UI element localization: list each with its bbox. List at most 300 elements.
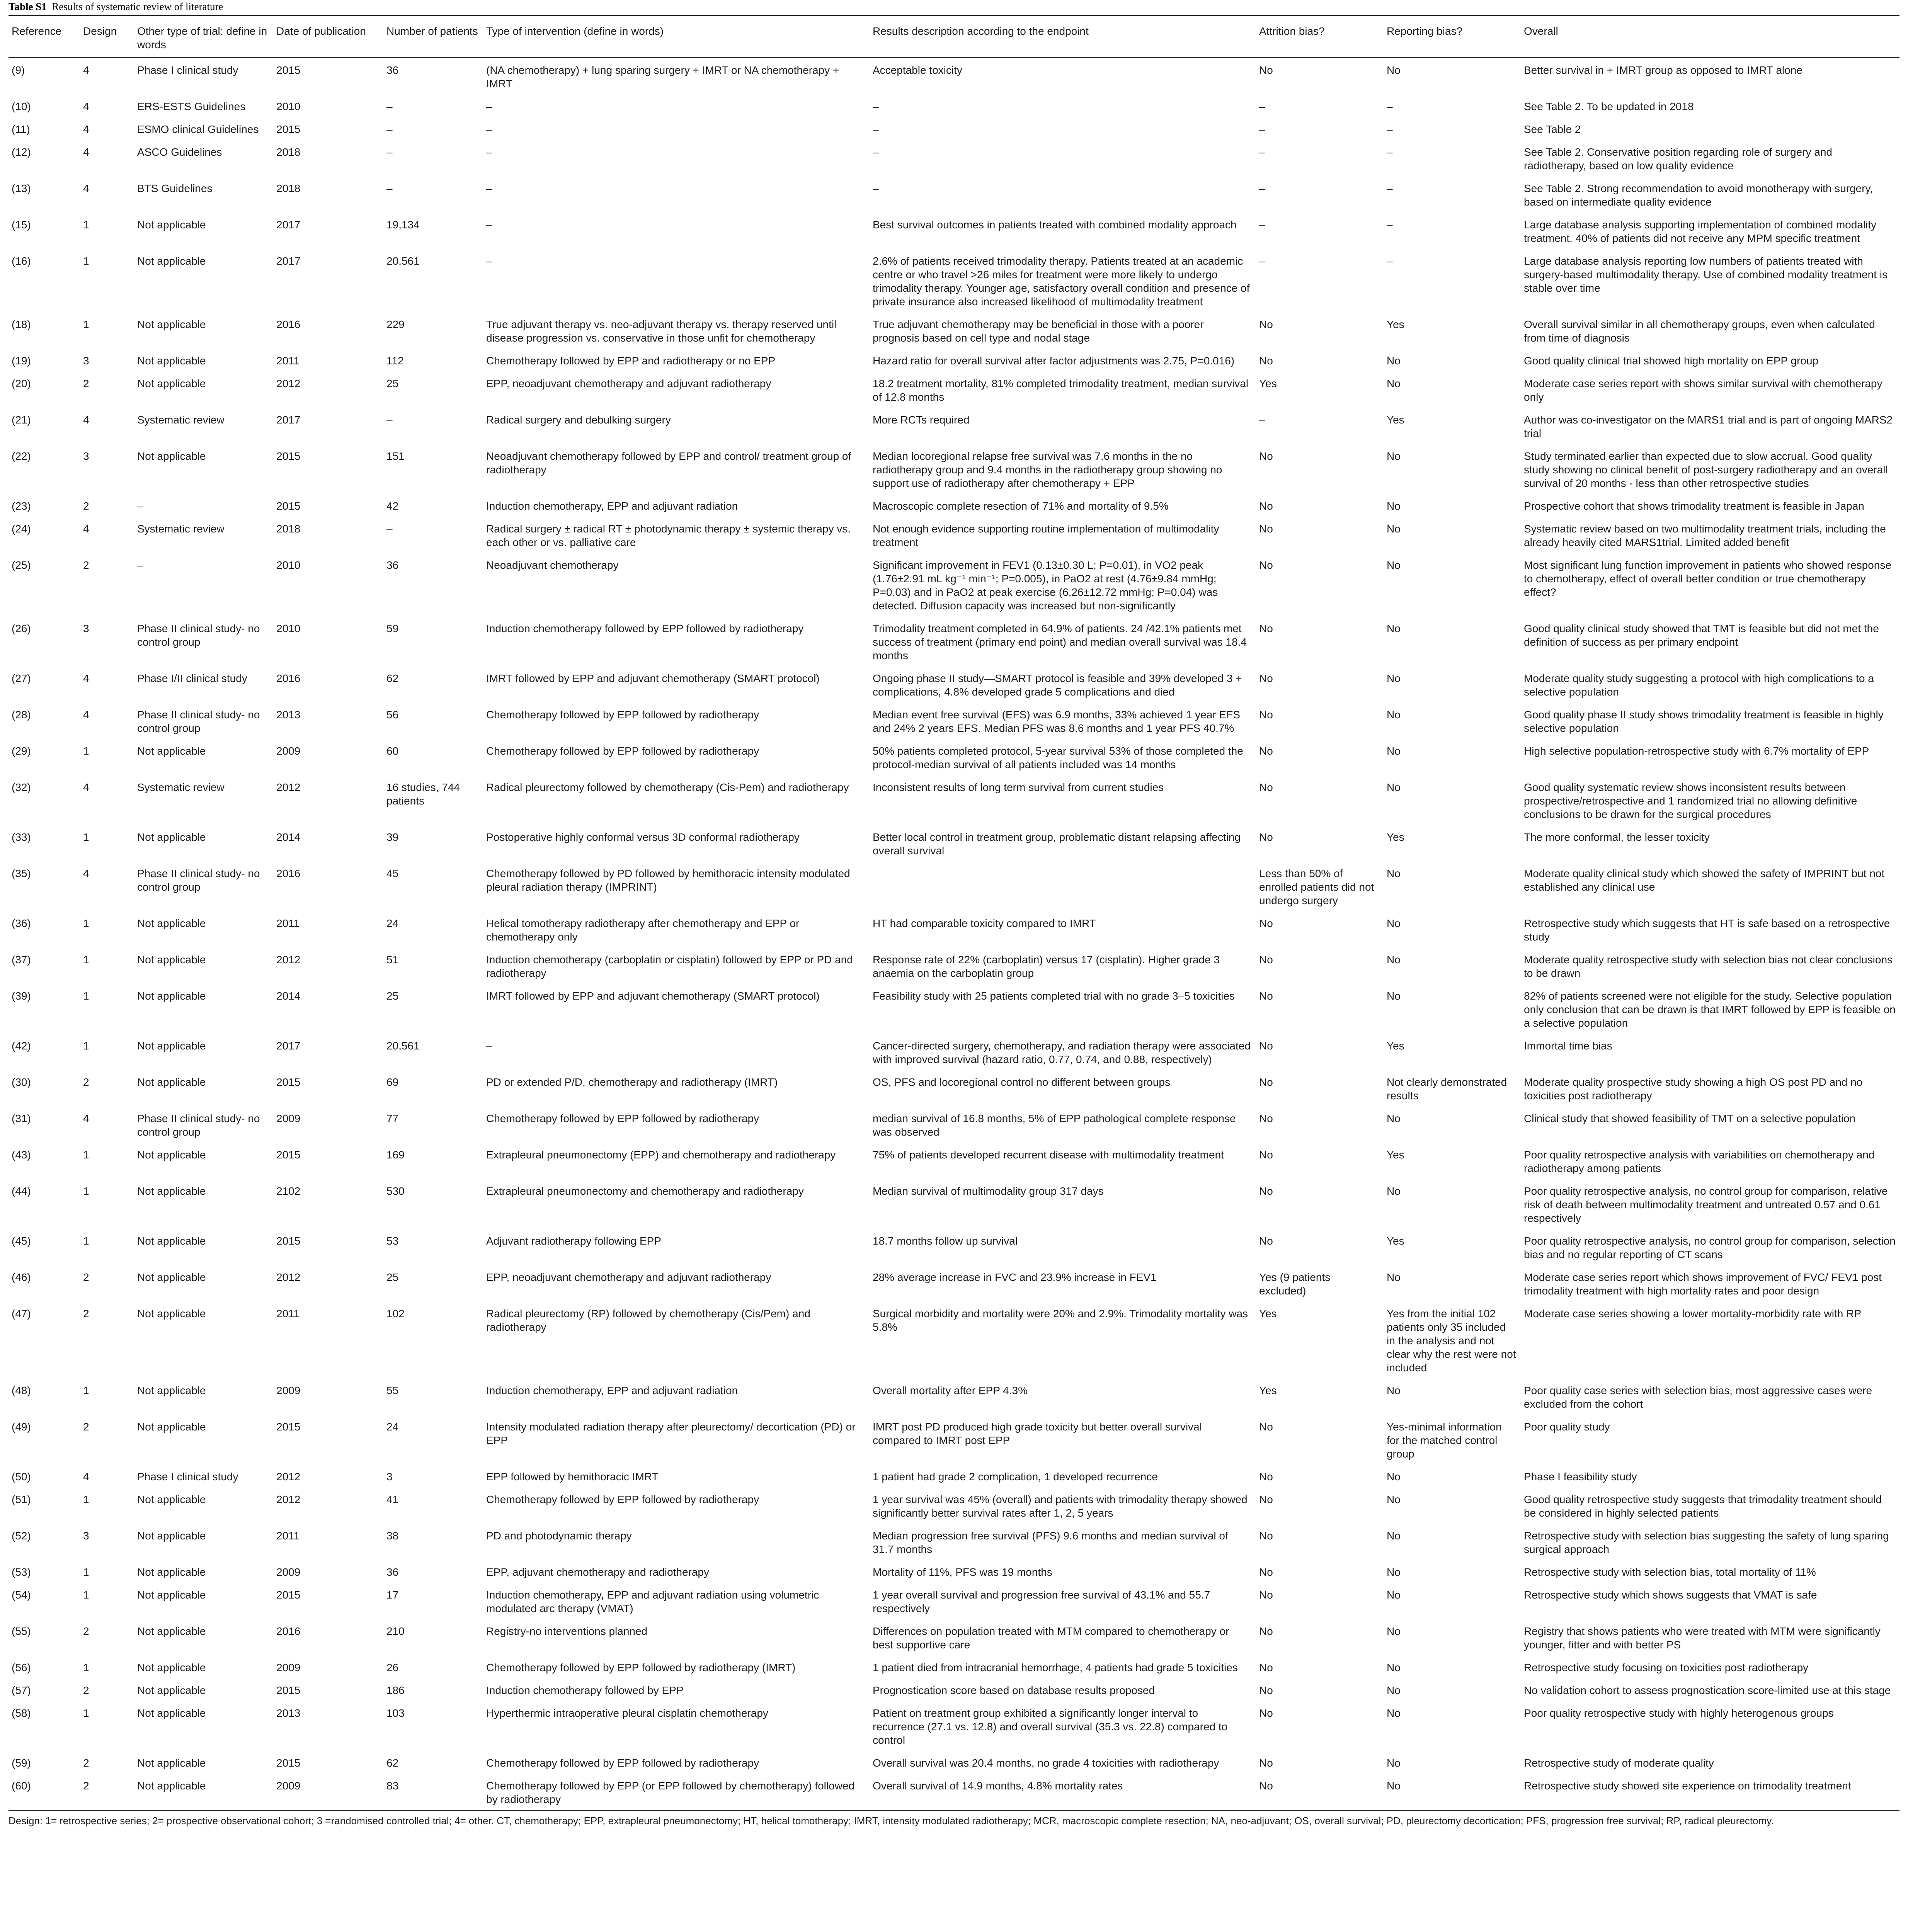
cell-patients: 530	[386, 1185, 405, 1197]
cell-reference: (52)	[12, 1530, 31, 1542]
cell-attrition-bias: No	[1259, 917, 1273, 929]
table-row	[9, 176, 1899, 213]
cell-intervention: –	[486, 146, 492, 158]
cell-intervention: Extrapleural pneumonectomy and chemotherapy and radiotherapy	[486, 1185, 804, 1197]
cell-intervention: –	[486, 219, 492, 231]
table-caption	[9, 0, 1899, 15]
cell-trial-type: Not applicable	[137, 318, 206, 330]
cell-intervention: EPP, adjuvant chemotherapy and radiotherapy	[486, 1566, 709, 1578]
cell-date: 2015	[276, 1149, 301, 1161]
cell-reference: (39)	[12, 990, 31, 1002]
cell-intervention: Induction chemotherapy, EPP and adjuvant radiation	[486, 500, 738, 512]
cell-design: 4	[83, 123, 89, 135]
cell-intervention: Induction chemotherapy, EPP and adjuvant radiation	[486, 1384, 738, 1396]
cell-trial-type: Not applicable	[137, 1185, 206, 1197]
table-caption-label: Table S1	[9, 1, 47, 12]
cell-intervention: Chemotherapy followed by EPP followed by radiotherapy	[486, 709, 759, 721]
cell-intervention: –	[486, 255, 492, 267]
cell-reporting-bias: No	[1387, 1271, 1401, 1283]
cell-results: 1 year survival was 45% (overall) and patients with trimodality therapy showed significantly better survival rates after 1, 2, 5 years	[873, 1493, 1248, 1519]
cell-patients: 25	[386, 1271, 399, 1283]
cell-design: 3	[83, 450, 89, 462]
cell-overall: Moderate quality study suggesting a protocol with high complications to a selective population	[1524, 672, 1874, 698]
cell-results: Best survival outcomes in patients treated with combined modality approach	[873, 219, 1237, 231]
table-row	[9, 553, 1899, 616]
cell-attrition-bias: –	[1259, 182, 1265, 194]
cell-results: Surgical morbidity and mortality were 20% and 2.9%. Trimodality mortality was 5.8%	[873, 1308, 1248, 1333]
table-row	[9, 117, 1899, 140]
cell-intervention: Induction chemotherapy (carboplatin or cisplatin) followed by EPP or PD and radiotherapy	[486, 954, 853, 979]
cell-intervention: Neoadjuvant chemotherapy	[486, 559, 619, 571]
cell-attrition-bias: No	[1256, 1774, 1384, 1811]
cell-design: 1	[83, 1493, 89, 1505]
cell-reporting-bias: Yes from the initial 102 patients only 35 included in the analysis and not clear why the rest were not included	[1387, 1308, 1516, 1374]
cell-reference: (13)	[12, 182, 31, 194]
cell-reference: (49)	[12, 1421, 31, 1433]
cell-reference: (51)	[12, 1493, 31, 1505]
cell-attrition-bias: –	[1259, 146, 1265, 158]
cell-date: 2015	[276, 123, 301, 135]
cell-date: 2010	[276, 100, 301, 112]
cell-reference: (57)	[12, 1684, 31, 1696]
cell-trial-type: Not applicable	[137, 1149, 206, 1161]
cell-date: 2012	[276, 1493, 301, 1505]
table-row	[9, 1179, 1899, 1229]
cell-patients: 55	[386, 1384, 399, 1396]
cell-attrition-bias: No	[1259, 1684, 1273, 1696]
cell-date: 2015	[276, 64, 301, 76]
table-row	[9, 249, 1899, 312]
cell-reporting-bias: No	[1387, 378, 1401, 389]
cell-overall: Moderate quality clinical study which showed the safety of IMPRINT but not established any clinical use	[1524, 867, 1885, 893]
cell-intervention: EPP, neoadjuvant chemotherapy and adjuvant radiotherapy	[486, 1271, 771, 1283]
cell-reference: (54)	[12, 1589, 31, 1601]
cell-reporting-bias: No	[1387, 1185, 1401, 1197]
cell-attrition-bias: No	[1259, 745, 1273, 757]
table-row	[9, 666, 1899, 702]
cell-results: Overall mortality after EPP 4.3%	[873, 1384, 1028, 1396]
cell-trial-type: Phase I/II clinical study	[137, 672, 247, 684]
cell-results: Ongoing phase II study—SMART protocol is feasible and 39% developed 3 + complications, 4.8% developed grade 5 complications and died	[873, 672, 1242, 698]
cell-design: 2	[80, 1774, 134, 1811]
cell-overall: Study terminated earlier than expected due to slow accrual. Good quality study showing no clinical benefit of post-surgery radiotherapy and an overall survival of 20 months - less than other retrospective studies	[1524, 450, 1888, 489]
cell-design: 1	[83, 1185, 89, 1197]
cell-reference: (58)	[12, 1707, 31, 1719]
table-body	[9, 58, 1899, 1811]
cell-date: 2015	[276, 1421, 301, 1433]
cell-reporting-bias: No	[1387, 622, 1401, 634]
cell-overall: Retrospective study showed site experience on trimodality treatment	[1521, 1774, 1899, 1811]
cell-attrition-bias: Yes	[1259, 1384, 1277, 1396]
cell-intervention: Radical surgery ± radical RT ± photodynamic therapy ± systemic therapy vs. each other or vs. palliative care	[486, 523, 851, 548]
cell-date: 2015	[276, 1235, 301, 1247]
cell-reference: (22)	[12, 450, 31, 462]
cell-trial-type: Not applicable	[137, 1707, 206, 1719]
cell-intervention: Chemotherapy followed by EPP followed by radiotherapy	[486, 1757, 759, 1769]
table-row	[9, 408, 1899, 444]
cell-reporting-bias: No	[1387, 1757, 1401, 1769]
cell-trial-type: Not applicable	[137, 1625, 206, 1637]
cell-attrition-bias: No	[1259, 1076, 1273, 1088]
cell-results: Mortality of 11%, PFS was 19 months	[873, 1566, 1052, 1578]
cell-date: 2018	[276, 182, 301, 194]
cell-trial-type: Not applicable	[137, 355, 206, 367]
table-row	[9, 702, 1899, 739]
table-row	[9, 312, 1899, 349]
cell-overall: Systematic review based on two multimodality treatment trials, including the already heavily cited MARS1trial. Limited added benefit	[1524, 523, 1886, 548]
cell-reference: (36)	[12, 917, 31, 929]
cell-intervention: Chemotherapy followed by EPP followed by radiotherapy	[486, 1112, 759, 1124]
cell-results: Better local control in treatment group, problematic distant relapsing affecting overall survival	[873, 831, 1241, 857]
column-header-design: Design	[80, 15, 134, 58]
table-row	[9, 517, 1899, 553]
cell-reporting-bias: Yes-minimal information for the matched control group	[1387, 1421, 1502, 1460]
cell-attrition-bias: No	[1259, 1566, 1273, 1578]
cell-results: Feasibility study with 25 patients completed trial with no grade 3–5 toxicities	[873, 990, 1235, 1002]
cell-design: 2	[83, 378, 89, 389]
cell-reference: (28)	[12, 709, 31, 721]
cell-trial-type: Not applicable	[137, 1566, 206, 1578]
cell-attrition-bias: No	[1259, 954, 1273, 966]
cell-results: HT had comparable toxicity compared to IMRT	[873, 917, 1096, 929]
cell-intervention: PD and photodynamic therapy	[486, 1530, 632, 1542]
cell-patients: 169	[386, 1149, 405, 1161]
cell-patients: 59	[386, 622, 399, 634]
cell-date: 2012	[276, 1471, 301, 1483]
table-row	[9, 911, 1899, 947]
table-row	[9, 1655, 1899, 1678]
cell-reporting-bias: Yes	[1387, 831, 1404, 843]
cell-trial-type: Not applicable	[137, 1076, 206, 1088]
cell-results: Differences on population treated with MTM compared to chemotherapy or best supportive care	[873, 1625, 1229, 1651]
cell-attrition-bias: No	[1259, 500, 1273, 512]
cell-design: 3	[83, 355, 89, 367]
cell-attrition-bias: No	[1259, 622, 1273, 634]
cell-reporting-bias: No	[1387, 1662, 1401, 1673]
cell-intervention: (NA chemotherapy) + lung sparing surgery + IMRT or NA chemotherapy + IMRT	[486, 64, 839, 90]
table-row	[9, 371, 1899, 408]
cell-overall: Prospective cohort that shows trimodality treatment is feasible in Japan	[1524, 500, 1864, 512]
table-row	[9, 775, 1899, 825]
cell-date: 2015	[276, 450, 301, 462]
cell-overall: No validation cohort to assess prognostication score-limited use at this stage	[1524, 1684, 1891, 1696]
cell-trial-type: Not applicable	[137, 219, 206, 231]
cell-overall: Clinical study that showed feasibility of TMT on a selective population	[1524, 1112, 1856, 1124]
table-row	[9, 1701, 1899, 1751]
cell-reference: (23)	[12, 500, 31, 512]
table-row	[9, 1415, 1899, 1464]
cell-reporting-bias: No	[1387, 954, 1401, 966]
cell-trial-type: Phase II clinical study- no control group	[137, 622, 260, 648]
cell-trial-type: Systematic review	[137, 781, 225, 793]
cell-reporting-bias: No	[1387, 1684, 1401, 1696]
column-header-reference: Reference	[9, 15, 80, 58]
cell-reference: (19)	[12, 355, 31, 367]
cell-overall: Phase I feasibility study	[1524, 1471, 1637, 1483]
cell-date: 2011	[276, 355, 300, 367]
cell-attrition-bias: No	[1259, 1421, 1273, 1433]
table-caption-title: Results of systematic review of literature	[52, 1, 223, 12]
cell-date: 2010	[276, 559, 301, 571]
cell-date: 2014	[276, 990, 301, 1002]
cell-patients: 25	[386, 378, 399, 389]
cell-reporting-bias: No	[1387, 1589, 1401, 1601]
cell-reporting-bias: No	[1387, 745, 1401, 757]
cell-results: Macroscopic complete resection of 71% and mortality of 9.5%	[873, 500, 1169, 512]
cell-design: 1	[83, 219, 89, 231]
cell-reporting-bias: No	[1387, 1384, 1401, 1396]
cell-design: 1	[83, 255, 89, 267]
cell-results: 1 year overall survival and progression free survival of 43.1% and 55.7 respectively	[873, 1589, 1210, 1614]
cell-reference: (30)	[12, 1076, 31, 1088]
cell-overall: Good quality phase II study shows trimodality treatment is feasible in highly selective population	[1524, 709, 1884, 734]
cell-patients: 3	[386, 1471, 393, 1483]
cell-patients: 60	[386, 745, 399, 757]
cell-attrition-bias: –	[1259, 414, 1265, 426]
cell-patients: 103	[386, 1707, 405, 1719]
cell-design: 4	[83, 709, 89, 721]
cell-date: 2012	[276, 954, 301, 966]
table-row	[9, 1524, 1899, 1560]
cell-trial-type: Not applicable	[137, 1384, 206, 1396]
cell-results	[870, 861, 1256, 911]
cell-date: 2017	[276, 255, 301, 267]
cell-date: 2102	[276, 1185, 301, 1197]
cell-results: Significant improvement in FEV1 (0.13±0.30 L; P=0.01), in VO2 peak (1.76±2.91 mL kg⁻¹ min⁻¹; P=0.005), in PaO2 at rest (4.76±9.84 mmHg; P=0.03) and in PaO2 at peak exercise (6.26±12.72 mmHg; P=0.04) was detected. Diffusion capacity was increased but non-significantly	[873, 559, 1218, 612]
cell-results: Response rate of 22% (carboplatin) versus 17 (cisplatin). Higher grade 3 anaemia on the carboplatin group	[873, 954, 1220, 979]
cell-trial-type: –	[137, 559, 143, 571]
cell-results: median survival of 16.8 months, 5% of EPP pathological complete response was observed	[873, 1112, 1236, 1138]
cell-attrition-bias: Less than 50% of enrolled patients did not undergo surgery	[1259, 867, 1374, 906]
cell-date: 2018	[276, 523, 301, 535]
cell-patients: 62	[386, 672, 399, 684]
cell-overall: See Table 2. Conservative position regarding role of surgery and radiotherapy, based on low quality evidence	[1524, 146, 1832, 172]
cell-trial-type: Not applicable	[137, 1757, 206, 1769]
cell-design: 4	[83, 1471, 89, 1483]
cell-date: 2015	[276, 1757, 301, 1769]
cell-reporting-bias: No	[1384, 1774, 1521, 1811]
cell-attrition-bias: –	[1259, 100, 1265, 112]
cell-design: 1	[83, 1707, 89, 1719]
cell-intervention: Extrapleural pneumonectomy (EPP) and chemotherapy and radiotherapy	[486, 1149, 836, 1161]
cell-design: 2	[83, 1308, 89, 1320]
cell-design: 1	[83, 1235, 89, 1247]
cell-design: 2	[83, 1421, 89, 1433]
cell-reference: (11)	[12, 123, 30, 135]
cell-trial-type: ESMO clinical Guidelines	[137, 123, 259, 135]
cell-results: Acceptable toxicity	[873, 64, 962, 76]
cell-design: 4	[83, 867, 89, 879]
cell-trial-type: Not applicable	[137, 990, 206, 1002]
cell-reporting-bias: No	[1387, 1112, 1401, 1124]
cell-reporting-bias: No	[1387, 1493, 1401, 1505]
cell-patients: 69	[386, 1076, 399, 1088]
cell-overall: Good quality clinical study showed that TMT is feasible but did not met the definition of success as per primary endpoint	[1524, 622, 1879, 648]
cell-results: Median event free survival (EFS) was 6.9 months, 33% achieved 1 year EFS and 24% 2 years EFS. Median PFS was 8.6 months and 1 year PFS 40.7%	[873, 709, 1240, 734]
table-row	[9, 1229, 1899, 1265]
cell-intervention: EPP followed by hemithoracic IMRT	[486, 1471, 659, 1483]
cell-overall: Moderate case series report which shows improvement of FVC/ FEV1 post trimodality treatment with high mortality rates and poor design	[1524, 1271, 1882, 1297]
cell-patients: 53	[386, 1235, 399, 1247]
cell-trial-type: Not applicable	[137, 1589, 206, 1601]
cell-design: 1	[83, 1662, 89, 1673]
cell-date: 2009	[276, 745, 301, 757]
cell-intervention: –	[486, 1040, 492, 1052]
cell-intervention: Chemotherapy followed by PD followed by hemithoracic intensity modulated pleural radiation therapy (IMPRINT)	[486, 867, 850, 893]
cell-patients: 210	[386, 1625, 405, 1637]
cell-attrition-bias: No	[1259, 1040, 1273, 1052]
cell-attrition-bias: No	[1259, 355, 1273, 367]
table-row	[9, 140, 1899, 176]
cell-results: Cancer-directed surgery, chemotherapy, and radiation therapy were associated with improved survival (hazard ratio, 0.77, 0.74, and 0.88, respectively)	[873, 1040, 1251, 1065]
cell-reference: (37)	[12, 954, 31, 966]
cell-patients: 229	[386, 318, 405, 330]
cell-patients: 36	[386, 64, 399, 76]
cell-attrition-bias: No	[1259, 990, 1273, 1002]
cell-date: 2010	[276, 622, 301, 634]
cell-overall: Good quality clinical trial showed high mortality on EPP group	[1524, 355, 1819, 367]
table-row	[9, 1301, 1899, 1378]
cell-patients: 38	[386, 1530, 399, 1542]
cell-patients: 24	[386, 917, 399, 929]
cell-intervention: Registry-no interventions planned	[486, 1625, 648, 1637]
cell-attrition-bias: No	[1259, 559, 1273, 571]
cell-reference: (18)	[12, 318, 31, 330]
cell-reporting-bias: No	[1387, 781, 1401, 793]
cell-results: 28% average increase in FVC and 23.9% increase in FEV1	[873, 1271, 1157, 1283]
cell-intervention: EPP, neoadjuvant chemotherapy and adjuvant radiotherapy	[486, 378, 771, 389]
cell-results: 1 patient had grade 2 complication, 1 developed recurrence	[873, 1471, 1158, 1483]
cell-intervention: Hyperthermic intraoperative pleural cisplatin chemotherapy	[486, 1707, 768, 1719]
cell-date: 2017	[276, 1040, 301, 1052]
cell-attrition-bias: No	[1259, 450, 1273, 462]
cell-patients: 19,134	[386, 219, 420, 231]
cell-trial-type: Not applicable	[134, 1774, 273, 1811]
cell-results: 2.6% of patients received trimodality therapy. Patients treated at an academic centre or who travel >26 miles for treatment were more likely to undergo trimodality therapy. Younger age, satisfactory overall condition and presence of private insurance also increased likelihood of multimodality treatment	[873, 255, 1250, 308]
cell-date: 2016	[276, 672, 301, 684]
table-row	[9, 494, 1899, 517]
cell-overall: Large database analysis reporting low numbers of patients treated with surgery-based multimodality therapy. Use of combined modality treatment is stable over time	[1524, 255, 1888, 294]
cell-reporting-bias: No	[1387, 500, 1401, 512]
column-header-overall: Overall	[1521, 15, 1899, 58]
cell-trial-type: Not applicable	[137, 1684, 206, 1696]
cell-overall: Poor quality retrospective analysis, no control group for comparison, selection bias and no regular reporting of CT scans	[1524, 1235, 1896, 1260]
cell-reporting-bias: –	[1387, 255, 1393, 267]
cell-intervention: –	[486, 123, 492, 135]
cell-design: 1	[83, 745, 89, 757]
cell-reference: (29)	[12, 745, 31, 757]
cell-intervention: Induction chemotherapy followed by EPP	[486, 1684, 684, 1696]
cell-design: 1	[83, 1589, 89, 1601]
cell-design: 1	[83, 954, 89, 966]
cell-reference: (53)	[12, 1566, 31, 1578]
cell-trial-type: Phase I clinical study	[137, 64, 238, 76]
cell-intervention: –	[486, 100, 492, 112]
cell-reporting-bias: No	[1387, 1530, 1401, 1542]
cell-trial-type: Not applicable	[137, 1040, 206, 1052]
table-row	[9, 1583, 1899, 1619]
cell-reporting-bias: No	[1387, 917, 1401, 929]
cell-patients: 25	[386, 990, 399, 1002]
cell-intervention: Helical tomotherapy radiotherapy after chemotherapy and EPP or chemotherapy only	[486, 917, 800, 943]
cell-results: –	[873, 146, 879, 158]
cell-patients: –	[386, 523, 393, 535]
cell-design: 4	[83, 523, 89, 535]
cell-reference: (33)	[12, 831, 31, 843]
cell-design: 2	[83, 1271, 89, 1283]
cell-reference: (50)	[12, 1471, 31, 1483]
cell-design: 2	[83, 1625, 89, 1637]
cell-patients: 36	[386, 1566, 399, 1578]
cell-trial-type: Not applicable	[137, 1235, 206, 1247]
table-footnote: Design: 1= retrospective series; 2= prospective observational cohort; 3 =randomised controlled trial; 4= other. CT, chemotherapy; EPP, extrapleural pneumonectomy; HT, helical tomotherapy; IMRT, intensity modulated radiotherapy; MCR, macroscopic complete resection; NA, neo-adjuvant; OS, overall survival; PD, pleurectomy decortication; PFS, progression free survival; RP, radical pleurectomy.	[9, 1815, 1774, 1827]
cell-overall: Author was co-investigator on the MARS1 trial and is part of ongoing MARS2 trial	[1524, 414, 1893, 439]
cell-overall: Good quality systematic review shows inconsistent results between prospective/retrospective and 1 randomized trial no allowing definitive conclusions to be drawn for the surgical procedures	[1524, 781, 1857, 820]
cell-reference: (16)	[12, 255, 31, 267]
cell-date: 2012	[276, 1271, 301, 1283]
cell-reporting-bias: No	[1387, 990, 1401, 1002]
cell-reporting-bias: –	[1387, 219, 1393, 231]
cell-design: 4	[83, 182, 89, 194]
table-row	[9, 1560, 1899, 1583]
cell-results: Prognostication score based on database results proposed	[873, 1684, 1155, 1696]
cell-patients: 20,561	[386, 1040, 420, 1052]
cell-reference: (35)	[12, 867, 31, 879]
cell-overall: Moderate case series report with shows similar survival with chemotherapy only	[1524, 378, 1882, 403]
cell-reference: (32)	[12, 781, 31, 793]
cell-attrition-bias: Yes (9 patients excluded)	[1259, 1271, 1331, 1297]
cell-design: 2	[83, 1757, 89, 1769]
cell-overall: Most significant lung function improvement in patients who showed response to chemotherapy, effect of overall better condition or true chemotherapy effect?	[1524, 559, 1891, 598]
table-row	[9, 349, 1899, 371]
cell-trial-type: Not applicable	[137, 1530, 206, 1542]
cell-intervention: Radical pleurectomy (RP) followed by chemotherapy (Cis/Pem) and radiotherapy	[486, 1308, 810, 1333]
cell-patients: 102	[386, 1308, 405, 1320]
cell-patients: 36	[386, 559, 399, 571]
cell-reference: (10)	[12, 100, 31, 112]
cell-results: Median locoregional relapse free survival was 7.6 months in the no radiotherapy group and 9.4 months in the radiotherapy group showing no support use of radiotherapy after chemotherapy + EPP	[873, 450, 1222, 489]
cell-date: 2009	[273, 1774, 383, 1811]
column-header-date: Date of publication	[273, 15, 383, 58]
cell-reporting-bias: No	[1387, 559, 1401, 571]
cell-date: 2017	[276, 219, 301, 231]
cell-patients: 20,561	[386, 255, 420, 267]
cell-overall: See Table 2. Strong recommendation to avoid monotherapy with surgery, based on intermediate quality evidence	[1524, 182, 1873, 208]
cell-intervention: Radical pleurectomy followed by chemotherapy (Cis-Pem) and radiotherapy	[486, 781, 849, 793]
cell-overall: See Table 2. To be updated in 2018	[1524, 100, 1694, 112]
cell-attrition-bias: No	[1259, 672, 1273, 684]
cell-intervention: PD or extended P/D, chemotherapy and radiotherapy (IMRT)	[486, 1076, 778, 1088]
cell-attrition-bias: –	[1259, 255, 1265, 267]
cell-intervention: IMRT followed by EPP and adjuvant chemotherapy (SMART protocol)	[486, 672, 820, 684]
cell-intervention: Induction chemotherapy, EPP and adjuvant radiation using volumetric modulated arc therapy (VMAT)	[486, 1589, 819, 1614]
cell-date: 2018	[276, 146, 301, 158]
cell-reference: (48)	[12, 1384, 31, 1396]
cell-design: 1	[83, 1384, 89, 1396]
cell-attrition-bias: No	[1259, 1471, 1273, 1483]
table-row	[9, 1751, 1899, 1774]
literature-results-table	[9, 15, 1899, 1811]
cell-results: Median survival of multimodality group 317 days	[873, 1185, 1104, 1197]
table-row	[9, 1034, 1899, 1070]
table-row	[9, 58, 1899, 95]
cell-patients: 83	[383, 1774, 483, 1811]
cell-design: 1	[83, 318, 89, 330]
cell-reporting-bias: Yes	[1387, 414, 1404, 426]
cell-reference: (25)	[12, 559, 31, 571]
cell-trial-type: Phase II clinical study- no control group	[137, 1112, 260, 1138]
cell-reporting-bias: Yes	[1387, 1040, 1404, 1052]
